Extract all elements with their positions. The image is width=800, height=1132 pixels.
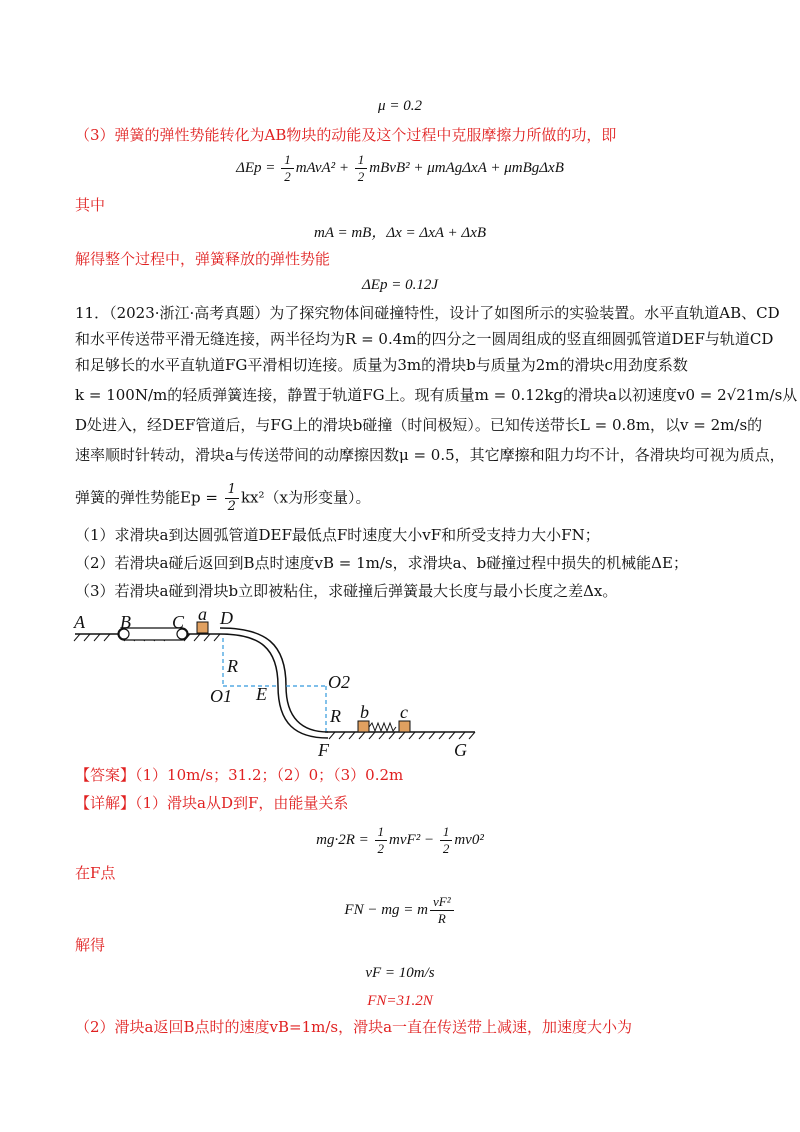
question-1: （1）求滑块a到达圆弧管道DEF最低点F时速度大小vF和所受支持力大小FN；	[75, 526, 600, 544]
problem-line-4: k = 100N/m的轻质弹簧连接，静置于轨道FG上。现有质量m = 0.12kg的滑块a以初速度v0 = 2√21m/s从	[75, 386, 798, 404]
energy-equation: ΔEp = $\frac{1}{2}$ mAvA² + $\frac{1}{2}$ mBvB² + μmAgΔxA + μmBgΔxB	[236, 152, 564, 184]
problem-line-6: 速率顺时针转动，滑块a与传送带间的动摩擦因数μ = 0.5，其它摩擦和阻力均不计，各滑块均可视为质点，	[75, 446, 785, 464]
force-eq: FN − mg = m $\frac{\text{vF²}}{R}$	[0, 894, 800, 927]
label-C: C	[172, 612, 185, 632]
label-R2: R	[330, 706, 341, 726]
question-2: （2）若滑块a碰后返回到B点时速度vB = 1m/s，求滑块a、b碰撞过程中损失的机械能ΔE；	[75, 554, 688, 572]
detail-line: 【详解】（1）滑块a从D到F，由能量关系	[75, 794, 349, 812]
apparatus-diagram	[70, 608, 490, 758]
ground-hatch-bottom	[329, 732, 475, 739]
label-O1: O1	[210, 686, 232, 706]
result-FN: FN=31.2N	[367, 993, 433, 1009]
jiede-text: 解得	[75, 936, 106, 954]
step2-text: （2）滑块a返回B点时的速度vB=1m/s，滑块a一直在传送带上减速，加速度大小为	[75, 1018, 633, 1036]
label-a: a	[198, 608, 207, 624]
block-b	[358, 721, 369, 732]
problem-line-5: D处进入，经DEF管道后，与FG上的滑块b碰撞（时间极短）。已知传送带长L = 0.8m，以v = 2m/s的	[75, 416, 763, 434]
label-b: b	[360, 702, 369, 722]
label-G: G	[454, 740, 467, 758]
mass-equation: mA = mB，Δx = ΔxA + ΔxB	[313, 225, 487, 241]
step3-text: （3）弹簧的弹性势能转化为AB物块的动能及这个过程中克服摩擦力所做的功，即	[75, 126, 617, 144]
label-B: B	[120, 612, 131, 632]
question-3: （3）若滑块a碰到滑块b立即被粘住，求碰撞后弹簧最大长度与最小长度之差Δx。	[75, 582, 618, 600]
label-E: E	[256, 684, 267, 704]
block-c	[399, 721, 410, 732]
answer-line: 【答案】（1）10m/s；31.2；（2）0；（3）0.2m	[75, 766, 404, 784]
result-vF: vF = 10m/s	[365, 965, 435, 981]
mu-equation: μ = 0.2	[378, 98, 422, 114]
spring	[369, 723, 396, 731]
qizhong-text: 其中	[75, 196, 106, 214]
problem-line-2: 和水平传送带平滑无缝连接，两半径均为R = 0.4m的四分之一圆周组成的竖直细圆弧管道DEF与轨道CD	[75, 330, 774, 348]
problem-line-3: 和足够长的水平直轨道FG平滑相切连接。质量为3m的滑块b与质量为2m的滑块c用劲度系数	[75, 356, 688, 374]
label-R1: R	[227, 656, 238, 676]
label-F: F	[318, 740, 329, 758]
label-c: c	[400, 702, 408, 722]
label-O2: O2	[328, 672, 350, 692]
tube-inner	[220, 628, 328, 732]
energy-eq-1: mg·2R = $\frac{1}{2}$ mvF² − $\frac{1}{2}$ mv0²	[316, 824, 484, 856]
result-equation: ΔEp = 0.12J	[362, 277, 438, 293]
label-D: D	[220, 608, 233, 628]
problem-line-1: 11．（2023·浙江·高考真题）为了探究物体间碰撞特性，设计了如图所示的实验装置。水平直轨道AB、CD	[75, 304, 780, 322]
label-A: A	[74, 612, 85, 632]
conclusion-text: 解得整个过程中，弹簧释放的弹性势能	[75, 250, 331, 268]
problem-line-7: 弹簧的弹性势能Ep = $\frac{1}{2}$ kx²（x为形变量）。	[75, 482, 371, 514]
at-F-text: 在F点	[75, 864, 116, 882]
